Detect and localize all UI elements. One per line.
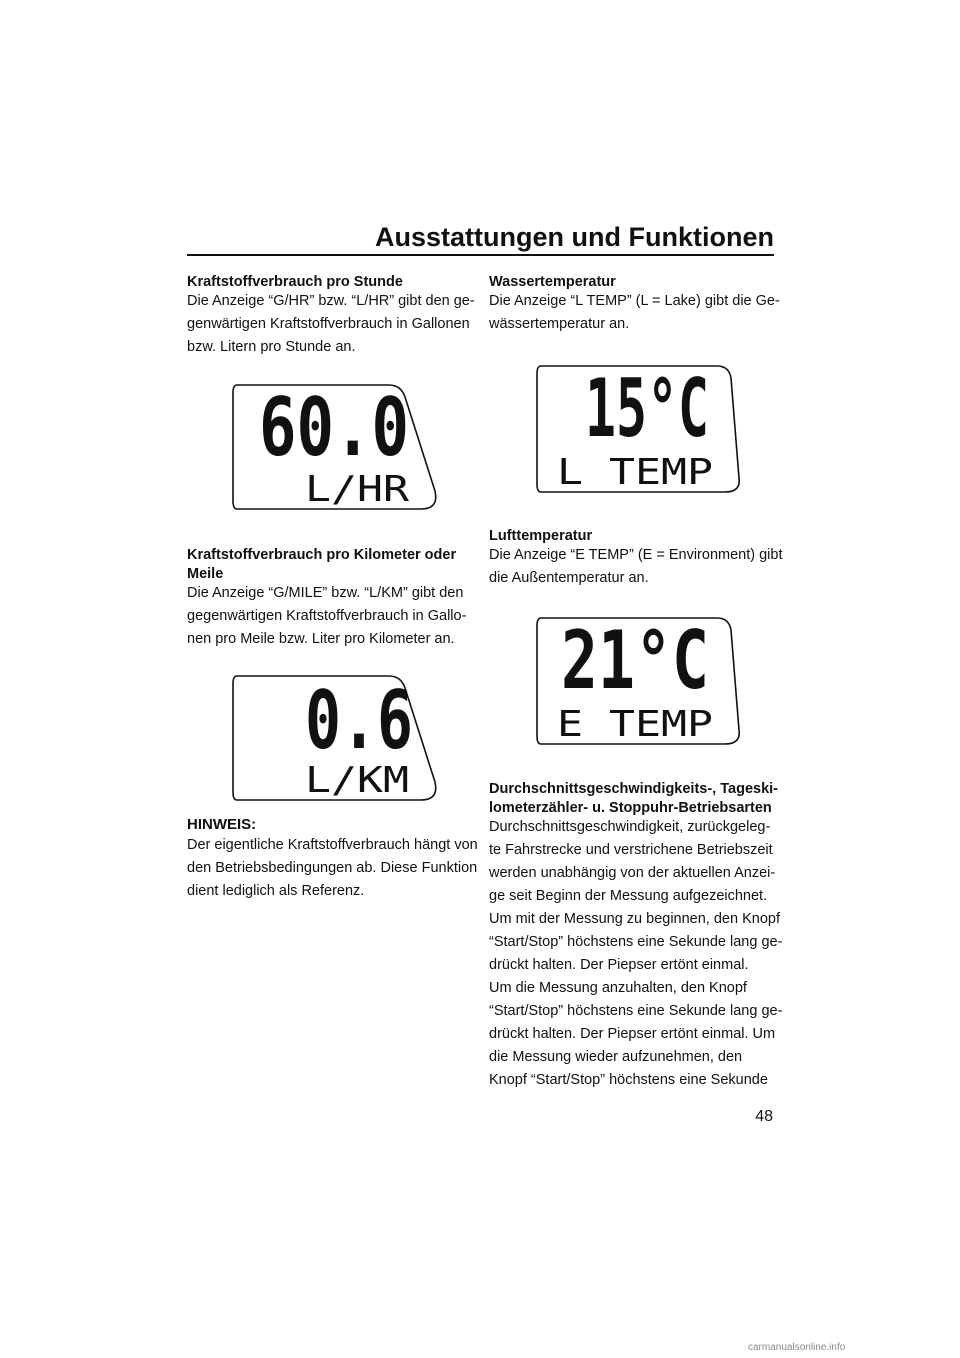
- paragraph-line: wässertemperatur an.: [489, 316, 630, 332]
- paragraph-line: werden unabhängig von der aktuellen Anzei-: [489, 865, 776, 881]
- paragraph-line: Um die Messung anzuhalten, den Knopf: [489, 980, 747, 996]
- section-heading-fuel-per-km-cont: Meile: [187, 566, 224, 582]
- section-heading-modes: Durchschnittsgeschwindigkeits-, Tageski-: [489, 781, 778, 797]
- lcd-unit: L/KM: [305, 760, 409, 801]
- note-line: Der eigentliche Kraftstoffverbrauch hängt von: [187, 837, 478, 853]
- paragraph-line: bzw. Litern pro Stunde an.: [187, 339, 356, 355]
- paragraph-line: gegenwärtigen Kraftstoffverbrauch in Gallo-: [187, 608, 467, 624]
- paragraph-line: nen pro Meile bzw. Liter pro Kilometer an.: [187, 631, 455, 647]
- paragraph-line: die Außentemperatur an.: [489, 570, 649, 586]
- paragraph-line: ge seit Beginn der Messung aufgezeichnet.: [489, 888, 768, 904]
- section-heading-modes-cont: lometerzähler- u. Stoppuhr-Betriebsarten: [489, 800, 772, 816]
- paragraph-line: “Start/Stop” höchstens eine Sekunde lang ge-: [489, 934, 783, 950]
- note-line: dient lediglich als Referenz.: [187, 883, 365, 899]
- lcd-value: 0.6: [305, 674, 413, 767]
- paragraph-line: Um mit der Messung zu beginnen, den Knopf: [489, 911, 780, 927]
- footer-watermark[interactable]: carmanualsonline.info: [748, 1342, 846, 1353]
- paragraph-line: die Messung wieder aufzunehmen, den: [489, 1049, 743, 1065]
- section-heading-fuel-per-hour: Kraftstoffverbrauch pro Stunde: [187, 274, 403, 290]
- paragraph-line: Die Anzeige “L TEMP” (L = Lake) gibt die Ge-: [489, 293, 780, 309]
- paragraph-line: genwärtigen Kraftstoffverbrauch in Gallonen: [187, 316, 470, 332]
- lcd-display-fuel-per-km: [229, 674, 439, 802]
- lcd-unit: E TEMP: [557, 704, 713, 745]
- lcd-unit: L TEMP: [557, 452, 713, 493]
- paragraph-line: drückt halten. Der Piepser ertönt einmal. Um: [489, 1026, 776, 1042]
- paragraph-line: drückt halten. Der Piepser ertönt einmal.: [489, 957, 749, 973]
- paragraph-line: Die Anzeige “G/MILE” bzw. “L/KM” gibt den: [187, 585, 464, 601]
- paragraph-line: “Start/Stop” höchstens eine Sekunde lang ge-: [489, 1003, 783, 1019]
- paragraph-line: te Fahrstrecke und verstrichene Betriebszeit: [489, 842, 773, 858]
- lcd-value: 60.0: [259, 381, 409, 474]
- lcd-unit: L/HR: [305, 469, 410, 510]
- lcd-display-fuel-per-hour: [229, 383, 439, 511]
- paragraph-line: Die Anzeige “G/HR” bzw. “L/HR” gibt den ge-: [187, 293, 475, 309]
- lcd-value: 15°C: [585, 362, 709, 455]
- title-rule: [187, 254, 774, 256]
- paragraph-line: Knopf “Start/Stop” höchstens eine Sekunde: [489, 1072, 768, 1088]
- note-line: den Betriebsbedingungen ab. Diese Funktion: [187, 860, 478, 876]
- paragraph-line: Durchschnittsgeschwindigkeit, zurückgeleg-: [489, 819, 771, 835]
- lcd-display-water-temp: [533, 364, 743, 494]
- page-title: Ausstattungen und Funktionen: [375, 222, 774, 252]
- section-heading-water-temp: Wassertemperatur: [489, 274, 616, 290]
- page-number: 48: [755, 1108, 773, 1125]
- section-heading-fuel-per-km: Kraftstoffverbrauch pro Kilometer oder: [187, 547, 457, 563]
- lcd-display-air-temp: [533, 616, 743, 746]
- note-title: HINWEIS:: [187, 816, 257, 833]
- lcd-value: 21°C: [561, 614, 709, 707]
- paragraph-line: Die Anzeige “E TEMP” (E = Environment) gibt: [489, 547, 783, 563]
- section-heading-air-temp: Lufttemperatur: [489, 528, 593, 544]
